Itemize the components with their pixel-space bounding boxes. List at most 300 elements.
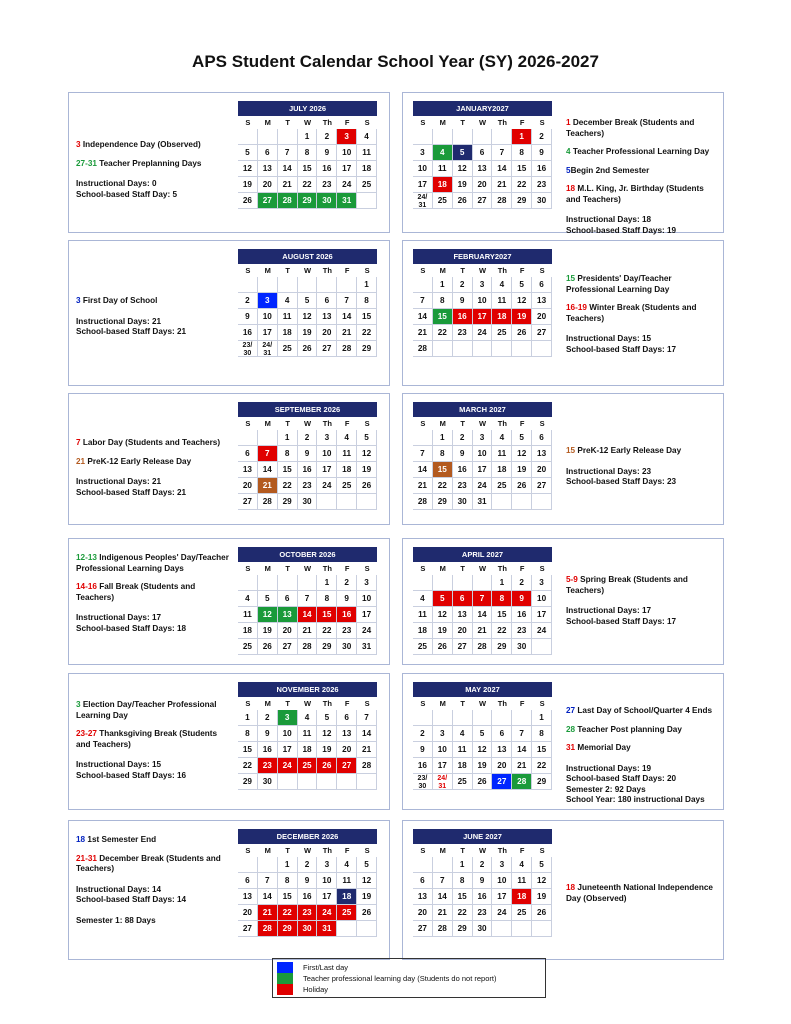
note-text: Teacher Preplanning Days bbox=[96, 158, 202, 168]
weekday-header: T bbox=[285, 846, 290, 855]
note-line bbox=[566, 743, 716, 754]
day-cell: 3 bbox=[357, 575, 377, 591]
month-title: MARCH 2027 bbox=[413, 402, 552, 417]
day-cell: 12 bbox=[512, 446, 532, 462]
day-cell: 6 bbox=[337, 710, 357, 726]
day-cell: 17 bbox=[492, 889, 512, 905]
day-cell: 4 bbox=[357, 129, 377, 145]
day-cell bbox=[278, 129, 298, 145]
note-text: Election Day/Teacher Professional Learning Day bbox=[76, 700, 217, 720]
month-calendar bbox=[413, 402, 552, 510]
day-cell: 20 bbox=[532, 309, 552, 325]
day-cell bbox=[453, 575, 473, 591]
day-cell: 4 bbox=[413, 591, 433, 607]
day-cell: 11 bbox=[337, 446, 357, 462]
note-line bbox=[566, 166, 716, 177]
day-cell bbox=[433, 575, 453, 591]
day-cell: 24 bbox=[317, 905, 337, 921]
note-text: 21 bbox=[76, 456, 86, 466]
day-cell: 23 bbox=[298, 905, 318, 921]
note-line bbox=[76, 835, 232, 846]
day-cell: 13 bbox=[453, 607, 473, 623]
weekday-header: S bbox=[539, 564, 545, 573]
note-text: 21-31 bbox=[76, 853, 97, 863]
day-cell: 9 bbox=[512, 591, 532, 607]
note-line bbox=[76, 140, 232, 151]
day-cell: 13 bbox=[278, 607, 298, 623]
day-cell: 21 bbox=[357, 742, 377, 758]
day-cell: 23/ 30 bbox=[238, 341, 258, 357]
day-cell: 24 bbox=[357, 623, 377, 639]
weekday-header: F bbox=[344, 846, 350, 855]
note-line bbox=[566, 303, 716, 324]
note-text: 1 bbox=[566, 118, 571, 127]
weekday-header: W bbox=[478, 564, 487, 573]
day-cell: 6 bbox=[278, 591, 298, 607]
day-cell: 28 bbox=[512, 774, 532, 790]
day-cell: 8 bbox=[238, 726, 258, 742]
day-cell bbox=[512, 341, 532, 357]
day-cell: 14 bbox=[258, 889, 278, 905]
day-cell: 16 bbox=[453, 462, 473, 478]
note-text: Instructional Days: 15 bbox=[76, 760, 162, 769]
day-cell bbox=[317, 494, 337, 510]
day-cell: 10 bbox=[473, 293, 493, 309]
day-cell: 11 bbox=[453, 742, 473, 758]
day-cell: 7 bbox=[337, 293, 357, 309]
legend bbox=[272, 958, 546, 998]
note-text: December Break (Students and Teachers) bbox=[76, 853, 221, 873]
note-text: 16-19 bbox=[566, 303, 587, 312]
day-cell: 10 bbox=[357, 591, 377, 607]
day-cell: 19 bbox=[512, 309, 532, 325]
note-text: 14-16 bbox=[76, 582, 97, 591]
note-line bbox=[76, 854, 232, 875]
note-line bbox=[566, 725, 716, 736]
note-line bbox=[76, 159, 232, 170]
day-cell: 17 bbox=[473, 309, 493, 325]
day-cell: 6 bbox=[317, 293, 337, 309]
day-cell: 1 bbox=[512, 129, 532, 145]
day-cell: 21 bbox=[512, 758, 532, 774]
day-cell: 21 bbox=[413, 478, 433, 494]
day-cell: 26 bbox=[512, 325, 532, 341]
note-text: School-based Staff Days: 16 bbox=[76, 770, 187, 780]
month-calendar bbox=[413, 829, 552, 937]
day-cell: 8 bbox=[298, 145, 318, 161]
weekday-header: Th bbox=[322, 564, 332, 573]
day-cell bbox=[433, 341, 453, 357]
day-cell bbox=[492, 129, 512, 145]
day-cell: 26 bbox=[298, 341, 318, 357]
day-cell: 9 bbox=[238, 309, 258, 325]
day-cell: 3 bbox=[532, 575, 552, 591]
day-cell: 18 bbox=[278, 325, 298, 341]
weekday-header: T bbox=[460, 266, 465, 275]
day-cell: 23 bbox=[298, 478, 318, 494]
day-cell: 11 bbox=[238, 607, 258, 623]
legend-swatch-red bbox=[277, 984, 293, 995]
month-notes bbox=[566, 274, 716, 355]
day-cell: 26 bbox=[433, 639, 453, 655]
day-cell: 29 bbox=[532, 774, 552, 790]
month-title: MAY 2027 bbox=[413, 682, 552, 697]
day-cell: 2 bbox=[512, 575, 532, 591]
day-cell: 14 bbox=[357, 726, 377, 742]
note-line bbox=[76, 179, 232, 190]
day-cell: 30 bbox=[258, 774, 278, 790]
day-cell: 28 bbox=[357, 758, 377, 774]
note-text: Instructional Days: 15 bbox=[566, 334, 652, 343]
day-cell: 13 bbox=[238, 462, 258, 478]
day-cell bbox=[532, 639, 552, 655]
day-cell: 10 bbox=[278, 726, 298, 742]
note-text: 7 bbox=[76, 438, 81, 447]
day-cell: 25 bbox=[512, 905, 532, 921]
day-cell bbox=[238, 575, 258, 591]
weekday-header: F bbox=[344, 699, 350, 708]
day-cell: 17 bbox=[473, 462, 493, 478]
note-line bbox=[76, 477, 232, 488]
day-cell bbox=[413, 129, 433, 145]
note-line bbox=[76, 885, 232, 896]
day-cell: 7 bbox=[278, 145, 298, 161]
day-cell: 11 bbox=[492, 293, 512, 309]
note-text: Begin 2nd Semester bbox=[570, 165, 650, 175]
day-cell: 24 bbox=[473, 478, 493, 494]
day-cell: 27 bbox=[453, 639, 473, 655]
day-cell: 9 bbox=[453, 446, 473, 462]
day-cell: 10 bbox=[413, 161, 433, 177]
legend-label: First/Last day bbox=[303, 963, 349, 972]
note-text: 3 bbox=[76, 700, 81, 709]
day-cell: 16 bbox=[453, 309, 473, 325]
day-cell: 20 bbox=[238, 905, 258, 921]
day-cell: 27 bbox=[532, 478, 552, 494]
day-cell: 23/ 30 bbox=[413, 774, 433, 790]
day-cell: 3 bbox=[473, 430, 493, 446]
day-cell: 23 bbox=[453, 325, 473, 341]
day-cell: 18 bbox=[453, 758, 473, 774]
day-cell: 20 bbox=[278, 623, 298, 639]
note-line bbox=[566, 467, 716, 478]
note-line bbox=[566, 617, 716, 628]
day-cell: 25 bbox=[238, 639, 258, 655]
month-title: APRIL 2027 bbox=[413, 547, 552, 562]
weekday-header: W bbox=[303, 419, 312, 428]
day-cell: 22 bbox=[298, 177, 318, 193]
day-cell: 21 bbox=[278, 177, 298, 193]
weekday-header: M bbox=[439, 118, 446, 127]
day-cell: 12 bbox=[512, 293, 532, 309]
day-cell: 9 bbox=[298, 873, 318, 889]
weekday-header: W bbox=[478, 419, 487, 428]
weekday-header: S bbox=[364, 118, 370, 127]
note-line bbox=[76, 296, 232, 307]
day-cell bbox=[492, 921, 512, 937]
day-cell: 2 bbox=[298, 430, 318, 446]
weekday-header: Th bbox=[497, 118, 507, 127]
day-cell: 26 bbox=[357, 905, 377, 921]
day-cell: 22 bbox=[512, 177, 532, 193]
weekday-header: T bbox=[460, 846, 465, 855]
day-cell: 11 bbox=[337, 873, 357, 889]
day-cell: 30 bbox=[337, 639, 357, 655]
day-cell: 2 bbox=[298, 857, 318, 873]
day-cell: 25 bbox=[413, 639, 433, 655]
day-cell: 25 bbox=[357, 177, 377, 193]
day-cell: 23 bbox=[532, 177, 552, 193]
day-cell: 5 bbox=[473, 726, 493, 742]
day-cell: 12 bbox=[298, 309, 318, 325]
day-cell: 17 bbox=[357, 607, 377, 623]
day-cell: 12 bbox=[473, 742, 493, 758]
day-cell bbox=[238, 430, 258, 446]
day-cell: 17 bbox=[413, 177, 433, 193]
day-cell: 20 bbox=[453, 623, 473, 639]
note-line bbox=[76, 488, 232, 499]
day-cell: 22 bbox=[357, 325, 377, 341]
weekday-header: Th bbox=[497, 699, 507, 708]
day-cell: 25 bbox=[492, 325, 512, 341]
day-cell: 15 bbox=[298, 161, 318, 177]
weekday-header: Th bbox=[322, 846, 332, 855]
day-cell: 24/ 31 bbox=[433, 774, 453, 790]
day-cell: 5 bbox=[453, 145, 473, 161]
day-cell: 20 bbox=[492, 758, 512, 774]
day-cell: 24 bbox=[278, 758, 298, 774]
weekday-header: T bbox=[460, 118, 465, 127]
day-cell: 3 bbox=[337, 129, 357, 145]
day-cell: 28 bbox=[413, 494, 433, 510]
day-cell: 14 bbox=[298, 607, 318, 623]
note-text: 18 bbox=[566, 883, 576, 892]
note-line bbox=[566, 446, 716, 457]
day-cell: 29 bbox=[238, 774, 258, 790]
month-calendar bbox=[238, 249, 377, 357]
day-cell bbox=[473, 710, 493, 726]
day-cell: 7 bbox=[357, 710, 377, 726]
day-cell: 6 bbox=[492, 726, 512, 742]
day-cell bbox=[238, 129, 258, 145]
day-cell: 20 bbox=[413, 905, 433, 921]
note-line bbox=[76, 317, 232, 328]
day-cell: 20 bbox=[337, 742, 357, 758]
day-cell: 9 bbox=[317, 145, 337, 161]
day-cell: 4 bbox=[298, 710, 318, 726]
note-text: 18 bbox=[76, 835, 86, 844]
day-cell: 29 bbox=[433, 494, 453, 510]
weekday-header: S bbox=[420, 419, 426, 428]
note-line bbox=[566, 226, 716, 237]
month-title: JULY 2026 bbox=[238, 101, 377, 116]
day-cell: 29 bbox=[317, 639, 337, 655]
day-cell: 31 bbox=[317, 921, 337, 937]
day-cell: 12 bbox=[357, 873, 377, 889]
note-text: Last Day of School/Quarter 4 Ends bbox=[575, 706, 713, 715]
day-cell: 28 bbox=[278, 193, 298, 209]
day-cell: 14 bbox=[433, 889, 453, 905]
day-cell: 17 bbox=[278, 742, 298, 758]
weekday-header: T bbox=[285, 118, 290, 127]
note-line bbox=[76, 771, 232, 782]
day-cell: 13 bbox=[413, 889, 433, 905]
day-cell: 1 bbox=[492, 575, 512, 591]
day-cell: 12 bbox=[532, 873, 552, 889]
day-cell bbox=[413, 430, 433, 446]
day-cell: 3 bbox=[278, 710, 298, 726]
day-cell: 5 bbox=[512, 277, 532, 293]
month-calendar bbox=[238, 101, 377, 209]
day-cell: 5 bbox=[298, 293, 318, 309]
note-line bbox=[76, 327, 232, 338]
day-cell: 30 bbox=[512, 639, 532, 655]
day-cell bbox=[433, 857, 453, 873]
weekday-header: S bbox=[245, 846, 251, 855]
day-cell: 19 bbox=[317, 742, 337, 758]
day-cell: 14 bbox=[413, 309, 433, 325]
day-cell: 6 bbox=[453, 591, 473, 607]
day-cell: 7 bbox=[473, 591, 493, 607]
day-cell: 30 bbox=[473, 921, 493, 937]
day-cell: 15 bbox=[532, 742, 552, 758]
day-cell: 2 bbox=[238, 293, 258, 309]
day-cell: 6 bbox=[258, 145, 278, 161]
day-cell: 17 bbox=[258, 325, 278, 341]
day-cell: 19 bbox=[512, 462, 532, 478]
day-cell: 18 bbox=[433, 177, 453, 193]
day-cell: 27 bbox=[317, 341, 337, 357]
day-cell: 15 bbox=[317, 607, 337, 623]
weekday-header: S bbox=[539, 266, 545, 275]
day-cell: 9 bbox=[258, 726, 278, 742]
weekday-header: M bbox=[439, 266, 446, 275]
day-cell: 19 bbox=[298, 325, 318, 341]
note-text: 31 bbox=[566, 743, 576, 752]
day-cell bbox=[413, 277, 433, 293]
note-line bbox=[76, 916, 232, 927]
day-cell: 16 bbox=[258, 742, 278, 758]
day-cell bbox=[532, 921, 552, 937]
weekday-header: W bbox=[303, 699, 312, 708]
day-cell: 12 bbox=[238, 161, 258, 177]
day-cell: 28 bbox=[413, 341, 433, 357]
note-text: Instructional Days: 17 bbox=[76, 613, 162, 622]
day-cell: 27 bbox=[337, 758, 357, 774]
month-title: JANUARY2027 bbox=[413, 101, 552, 116]
note-text: Memorial Day bbox=[575, 743, 631, 752]
note-line bbox=[76, 457, 232, 468]
day-cell: 3 bbox=[317, 430, 337, 446]
day-cell: 30 bbox=[298, 921, 318, 937]
day-cell: 27 bbox=[258, 193, 278, 209]
day-cell: 13 bbox=[317, 309, 337, 325]
weekday-header: S bbox=[420, 699, 426, 708]
day-cell bbox=[278, 575, 298, 591]
day-cell: 18 bbox=[337, 462, 357, 478]
day-cell: 1 bbox=[317, 575, 337, 591]
day-cell: 18 bbox=[492, 462, 512, 478]
note-text: December Break (Students and Teachers) bbox=[566, 118, 695, 138]
day-cell: 4 bbox=[238, 591, 258, 607]
day-cell bbox=[337, 494, 357, 510]
day-cell: 27 bbox=[492, 774, 512, 790]
day-cell: 2 bbox=[453, 277, 473, 293]
note-text: 15 bbox=[566, 446, 576, 455]
day-cell: 15 bbox=[278, 462, 298, 478]
day-cell bbox=[492, 341, 512, 357]
month-notes bbox=[566, 446, 716, 488]
day-cell bbox=[258, 129, 278, 145]
note-line bbox=[76, 624, 232, 635]
day-cell: 13 bbox=[532, 446, 552, 462]
day-cell: 16 bbox=[532, 161, 552, 177]
day-cell bbox=[298, 774, 318, 790]
note-text: School-based Staff Days: 21 bbox=[76, 487, 187, 497]
month-calendar bbox=[413, 249, 552, 357]
day-cell: 2 bbox=[337, 575, 357, 591]
day-cell: 22 bbox=[453, 905, 473, 921]
note-text: School Year: 180 instructional Days bbox=[566, 795, 705, 804]
day-cell: 23 bbox=[258, 758, 278, 774]
day-cell: 15 bbox=[278, 889, 298, 905]
legend-swatch-blue bbox=[277, 962, 293, 973]
day-cell: 11 bbox=[433, 161, 453, 177]
day-cell: 1 bbox=[532, 710, 552, 726]
weekday-header: F bbox=[519, 846, 525, 855]
weekday-header: W bbox=[478, 699, 487, 708]
note-line bbox=[566, 606, 716, 617]
note-line bbox=[566, 184, 716, 205]
day-cell bbox=[473, 341, 493, 357]
weekday-header: S bbox=[364, 419, 370, 428]
weekday-header: M bbox=[264, 266, 271, 275]
weekday-header: S bbox=[364, 564, 370, 573]
note-text: 4 bbox=[566, 147, 571, 156]
day-cell bbox=[357, 494, 377, 510]
day-cell: 13 bbox=[238, 889, 258, 905]
day-cell: 20 bbox=[238, 478, 258, 494]
weekday-header: T bbox=[285, 266, 290, 275]
note-text: 3 bbox=[76, 296, 81, 305]
day-cell: 14 bbox=[473, 607, 493, 623]
note-line bbox=[76, 190, 232, 201]
day-cell: 18 bbox=[512, 889, 532, 905]
day-cell: 30 bbox=[453, 494, 473, 510]
day-cell bbox=[413, 710, 433, 726]
day-cell: 10 bbox=[473, 446, 493, 462]
month-calendar bbox=[413, 547, 552, 655]
day-cell: 11 bbox=[298, 726, 318, 742]
day-cell: 27 bbox=[238, 921, 258, 937]
day-cell: 8 bbox=[278, 873, 298, 889]
weekday-header: S bbox=[420, 118, 426, 127]
weekday-header: T bbox=[460, 564, 465, 573]
day-cell: 21 bbox=[258, 905, 278, 921]
month-title: SEPTEMBER 2026 bbox=[238, 402, 377, 417]
day-cell: 10 bbox=[337, 145, 357, 161]
day-cell: 8 bbox=[512, 145, 532, 161]
day-cell: 12 bbox=[453, 161, 473, 177]
month-title: JUNE 2027 bbox=[413, 829, 552, 844]
day-cell bbox=[258, 575, 278, 591]
day-cell bbox=[512, 921, 532, 937]
day-cell bbox=[492, 710, 512, 726]
note-line bbox=[566, 477, 716, 488]
weekday-header: W bbox=[478, 846, 487, 855]
day-cell: 30 bbox=[532, 193, 552, 209]
day-cell: 4 bbox=[337, 430, 357, 446]
